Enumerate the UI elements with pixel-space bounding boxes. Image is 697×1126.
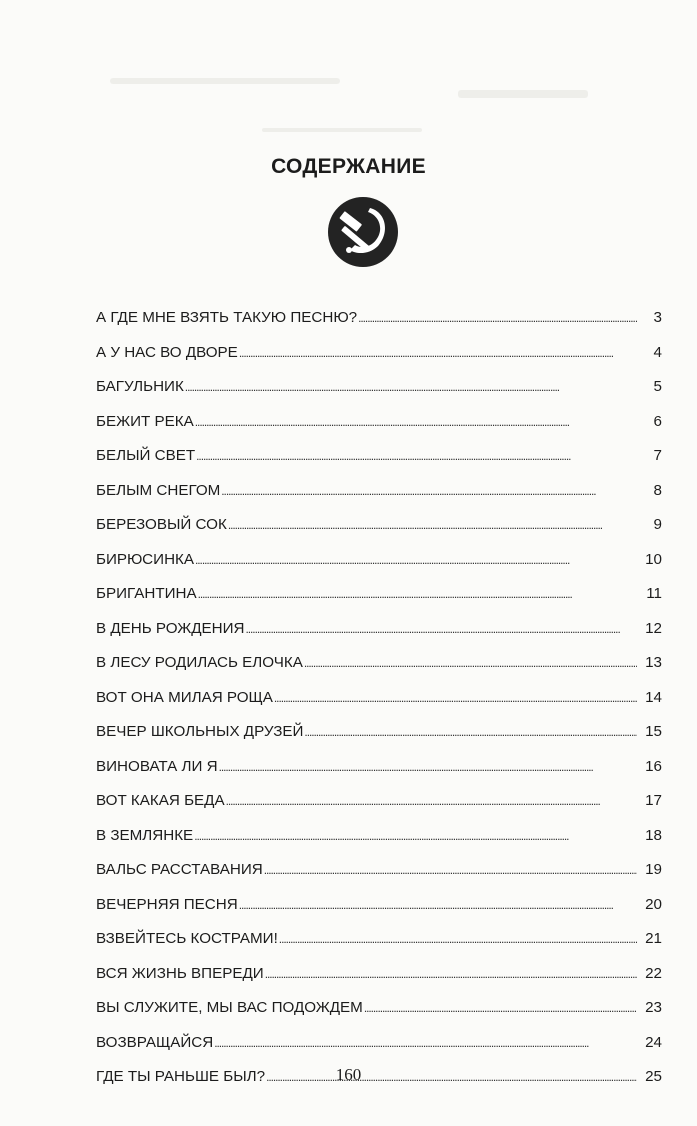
- toc-page: 12: [645, 619, 662, 637]
- toc-title: ГДЕ ТЫ РАНЬШЕ БЫЛ?: [96, 1068, 266, 1085]
- toc-page: 4: [653, 343, 662, 361]
- toc-title: ВЕЧЕР ШКОЛЬНЫХ ДРУЗЕЙ: [96, 723, 304, 740]
- toc-page: 13: [645, 654, 662, 671]
- toc-leader: [185, 380, 637, 394]
- toc-page: 22: [645, 964, 662, 982]
- toc-entry: [96, 999, 662, 1034]
- toc-leader: [226, 794, 637, 808]
- toc-title: ВИНОВАТА ЛИ Я: [96, 757, 218, 775]
- toc-leader: [264, 863, 637, 877]
- toc-entry: [96, 551, 662, 586]
- toc-page: 5: [653, 378, 662, 395]
- page-number: 160: [335, 1065, 362, 1084]
- toc-leader: [265, 967, 637, 981]
- toc-title: БЕЖИТ РЕКА: [96, 412, 194, 430]
- toc-page: 20: [645, 895, 662, 913]
- toc-entry: [96, 965, 662, 1000]
- toc-leader: [228, 518, 637, 532]
- toc-title: БИРЮСИНКА: [96, 550, 195, 568]
- toc-entry: [96, 447, 662, 482]
- toc-entry: [96, 516, 662, 551]
- toc-page: 9: [653, 516, 662, 533]
- toc-leader: [304, 656, 637, 670]
- toc-page: 3: [653, 309, 662, 326]
- toc-title: БЕЛЫЙ СВЕТ: [96, 447, 196, 464]
- toc-title: ВЕЧЕРНЯЯ ПЕСНЯ: [96, 895, 238, 913]
- toc-entry: [96, 689, 662, 724]
- toc-leader: [214, 1036, 637, 1050]
- toc-leader: [239, 898, 637, 912]
- toc-entry: [96, 654, 662, 689]
- toc-leader: [194, 829, 637, 843]
- toc-leader: [196, 449, 637, 463]
- toc-entry: [96, 309, 662, 344]
- toc-page: 21: [645, 930, 662, 947]
- toc-leader: [195, 415, 637, 429]
- print-smudge: [458, 90, 588, 98]
- toc-title: ВОЗВРАЩАЙСЯ: [96, 1033, 214, 1051]
- toc-title: ВОТ КАКАЯ БЕДА: [96, 792, 225, 809]
- toc-title: БРИГАНТИНА: [96, 585, 197, 602]
- toc-leader: [195, 553, 637, 567]
- toc-page: 15: [645, 723, 662, 740]
- toc-leader: [279, 932, 637, 946]
- toc-entry: [96, 723, 662, 758]
- toc-entry: [96, 861, 662, 896]
- toc-entry: [96, 482, 662, 517]
- table-of-contents: [96, 309, 662, 1103]
- toc-page: 6: [653, 412, 662, 430]
- toc-title: ВСЯ ЖИЗНЬ ВПЕРЕДИ: [96, 964, 264, 982]
- toc-entry: [96, 620, 662, 655]
- toc-entry: [96, 378, 662, 413]
- toc-page: 10: [645, 550, 662, 568]
- toc-entry: [96, 344, 662, 379]
- toc-page: 19: [645, 861, 662, 878]
- toc-page: 25: [645, 1068, 662, 1085]
- toc-title: БАГУЛЬНИК: [96, 378, 184, 395]
- toc-page: 16: [645, 757, 662, 775]
- toc-page: 8: [653, 481, 662, 499]
- toc-entry: [96, 827, 662, 862]
- toc-leader: [304, 725, 637, 739]
- toc-entry: [96, 1034, 662, 1069]
- page-title: СОДЕРЖАНИЕ: [271, 155, 426, 178]
- toc-title: БЕЛЫМ СНЕГОМ: [96, 481, 221, 499]
- toc-title: ВОТ ОНА МИЛАЯ РОЩА: [96, 688, 273, 706]
- hammer-and-sickle-icon: [320, 196, 406, 268]
- toc-page: 7: [653, 447, 662, 464]
- toc-leader: [219, 760, 637, 774]
- toc-title: А У НАС ВО ДВОРЕ: [96, 343, 238, 361]
- toc-title: БЕРЕЗОВЫЙ СОК: [96, 516, 227, 533]
- toc-entry: [96, 896, 662, 931]
- toc-entry: [96, 930, 662, 965]
- toc-entry: [96, 758, 662, 793]
- print-smudge: [110, 78, 340, 84]
- toc-title: ВЗВЕЙТЕСЬ КОСТРАМИ!: [96, 930, 278, 947]
- toc-entry: [96, 413, 662, 448]
- toc-leader: [246, 622, 638, 636]
- toc-title: ВЫ СЛУЖИТЕ, МЫ ВАС ПОДОЖДЕМ: [96, 999, 363, 1016]
- print-smudge: [262, 128, 422, 132]
- toc-entry: [96, 585, 662, 620]
- toc-entry: [96, 792, 662, 827]
- toc-page: 23: [645, 999, 662, 1016]
- toc-page: 14: [645, 688, 662, 706]
- toc-title: А ГДЕ МНЕ ВЗЯТЬ ТАКУЮ ПЕСНЮ?: [96, 309, 358, 326]
- toc-leader: [358, 311, 637, 325]
- toc-leader: [274, 691, 637, 705]
- toc-title: В ЗЕМЛЯНКЕ: [96, 826, 194, 844]
- toc-page: 18: [645, 826, 662, 844]
- toc-page: 24: [645, 1033, 662, 1051]
- toc-title: В ЛЕСУ РОДИЛАСЬ ЕЛОЧКА: [96, 654, 303, 671]
- toc-title: ВАЛЬС РАССТАВАНИЯ: [96, 861, 263, 878]
- toc-leader: [239, 346, 637, 360]
- toc-leader: [221, 484, 637, 498]
- toc-page: 11: [646, 585, 662, 602]
- toc-title: В ДЕНЬ РОЖДЕНИЯ: [96, 619, 245, 637]
- toc-page: 17: [645, 792, 662, 809]
- toc-leader: [364, 1001, 637, 1015]
- toc-leader: [198, 587, 637, 601]
